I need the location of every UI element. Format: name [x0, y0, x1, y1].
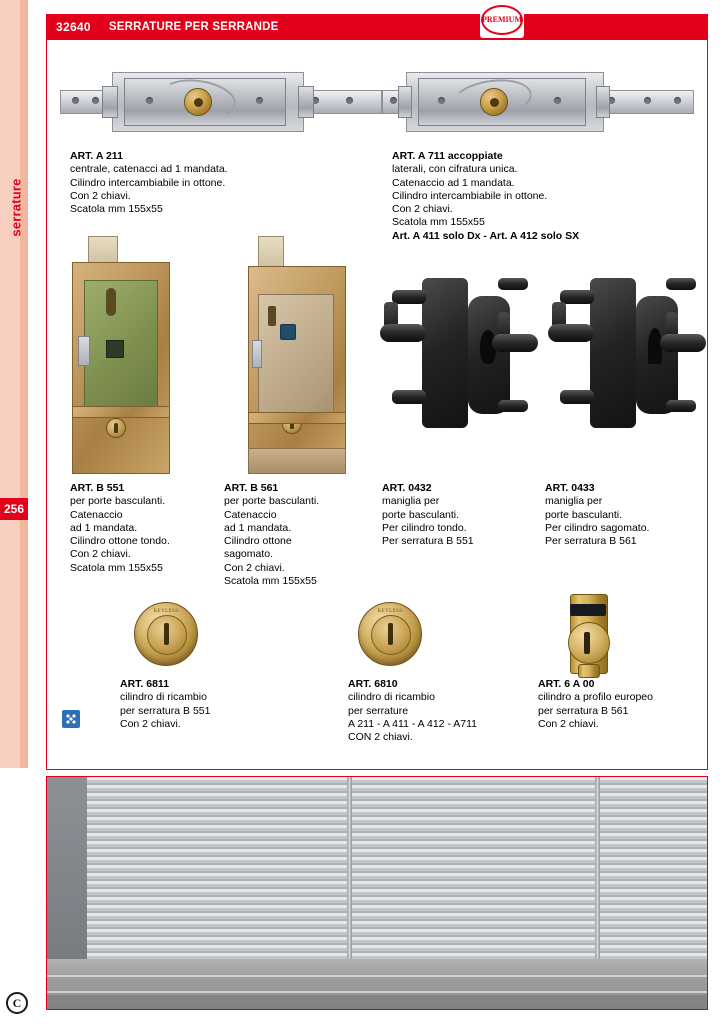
product-line: maniglia per — [545, 495, 603, 508]
product-line: Cilindro ottone tondo. — [70, 535, 170, 548]
product-line: maniglia per — [382, 495, 440, 508]
product-text-a211 — [70, 150, 360, 216]
product-code-b561: ART. B 561 — [224, 482, 279, 494]
product-image-6810 — [358, 602, 422, 666]
product-line: Per cilindro sagomato. — [545, 521, 650, 534]
product-line: cilindro di ricambio — [120, 691, 207, 704]
photo-rolling-shutters — [87, 777, 707, 963]
product-line: per serratura B 561 — [538, 704, 629, 717]
photo-shutter-divider — [595, 777, 600, 963]
corner-mark: C — [6, 992, 28, 1014]
product-line: Cilindro intercambiabile in ottone. — [392, 189, 548, 202]
product-image-6a00 — [548, 588, 638, 678]
cylinder-keyway — [164, 623, 169, 645]
product-line: per serrature — [348, 704, 409, 717]
product-line: Con 2 chiavi. — [392, 203, 453, 216]
manufacturer-logo-icon — [62, 710, 80, 728]
product-code-6a00: ART. 6 A 00 — [538, 678, 595, 690]
product-line: Scatola mm 155x55 — [70, 561, 163, 574]
left-color-band — [0, 0, 28, 768]
product-line: Cilindro intercambiabile in ottone. — [70, 176, 226, 189]
product-image-b561 — [240, 236, 360, 468]
page-header — [46, 14, 708, 40]
photo-side-wall — [47, 777, 89, 963]
product-line: ad 1 mandata. — [70, 521, 138, 534]
product-line: per serratura B 551 — [120, 704, 211, 717]
product-line: porte basculanti. — [545, 508, 623, 521]
photo-shutter-divider — [347, 777, 352, 963]
header-code: 32640 — [56, 20, 91, 34]
product-line: Scatola mm 155x55 — [70, 203, 163, 216]
product-variants-a711: Art. A 411 solo Dx - Art. A 412 solo SX — [392, 229, 580, 242]
product-line: Per serratura B 561 — [545, 535, 637, 548]
product-text-6a00 — [538, 678, 708, 731]
product-text-6811 — [120, 678, 270, 731]
product-line: laterali, con cifratura unica. — [392, 163, 518, 176]
product-line: Con 2 chiavi. — [224, 561, 285, 574]
product-image-b551 — [62, 236, 182, 468]
product-line: per porte basculanti. — [70, 495, 166, 508]
product-code-a211: ART. A 211 — [70, 150, 123, 162]
product-code-0433: ART. 0433 — [545, 482, 595, 494]
product-text-6810 — [348, 678, 533, 744]
product-code-6811: ART. 6811 — [120, 678, 170, 690]
product-image-6811 — [134, 602, 198, 666]
product-line: CON 2 chiavi. — [348, 731, 413, 744]
product-line: ad 1 mandata. — [224, 521, 292, 534]
product-code-0432: ART. 0432 — [382, 482, 432, 494]
product-code-b551: ART. B 551 — [70, 482, 125, 494]
product-text-a711 — [392, 150, 692, 243]
brand-logo-text: PREMIUM — [481, 5, 523, 35]
product-line: Cilindro ottone — [224, 535, 292, 548]
product-line: A 211 - A 411 - A 412 - A711 — [348, 717, 478, 730]
product-code-a711: ART. A 711 accoppiate — [392, 150, 503, 162]
cylinder-brand-label: KEYLESS — [153, 609, 179, 614]
application-photo — [46, 776, 708, 1010]
product-line: porte basculanti. — [382, 508, 460, 521]
product-line: Per serratura B 551 — [382, 535, 474, 548]
cylinder-keyway — [388, 623, 393, 645]
product-line: cilindro di ricambio — [348, 691, 435, 704]
product-image-0433 — [548, 268, 708, 458]
product-image-a211 — [60, 58, 380, 138]
product-code-6810: ART. 6810 — [348, 678, 398, 690]
product-line: per porte basculanti. — [224, 495, 320, 508]
page-number: 256 — [0, 498, 28, 520]
product-image-a711 — [382, 58, 692, 138]
cylinder-brand-label: KEYLESS — [377, 609, 403, 614]
product-text-0433 — [545, 482, 705, 548]
product-line: Per cilindro tondo. — [382, 521, 467, 534]
category-label: serrature — [8, 178, 24, 237]
product-line: Catenaccio — [70, 508, 123, 521]
product-text-0432 — [382, 482, 537, 548]
product-line: centrale, catenacci ad 1 mandata. — [70, 163, 228, 176]
product-line: cilindro a profilo europeo — [538, 691, 653, 704]
product-line: Con 2 chiavi. — [70, 189, 131, 202]
product-line: Catenaccio ad 1 mandata. — [392, 176, 515, 189]
product-text-b561 — [224, 482, 374, 588]
product-text-b551 — [70, 482, 210, 575]
product-line: Con 2 chiavi. — [70, 548, 131, 561]
product-line: sagomato. — [224, 548, 274, 561]
left-band-inner-stripe — [20, 0, 28, 768]
photo-shadow — [47, 995, 707, 1009]
header-title: SERRATURE PER SERRANDE — [108, 21, 279, 33]
product-line: Scatola mm 155x55 — [224, 575, 317, 588]
product-image-0432 — [380, 268, 540, 458]
product-line: Catenaccio — [224, 508, 277, 521]
product-line: Con 2 chiavi. — [538, 717, 599, 730]
brand-logo — [480, 2, 524, 38]
product-line: Con 2 chiavi. — [120, 717, 181, 730]
product-line: Scatola mm 155x55 — [392, 216, 485, 229]
